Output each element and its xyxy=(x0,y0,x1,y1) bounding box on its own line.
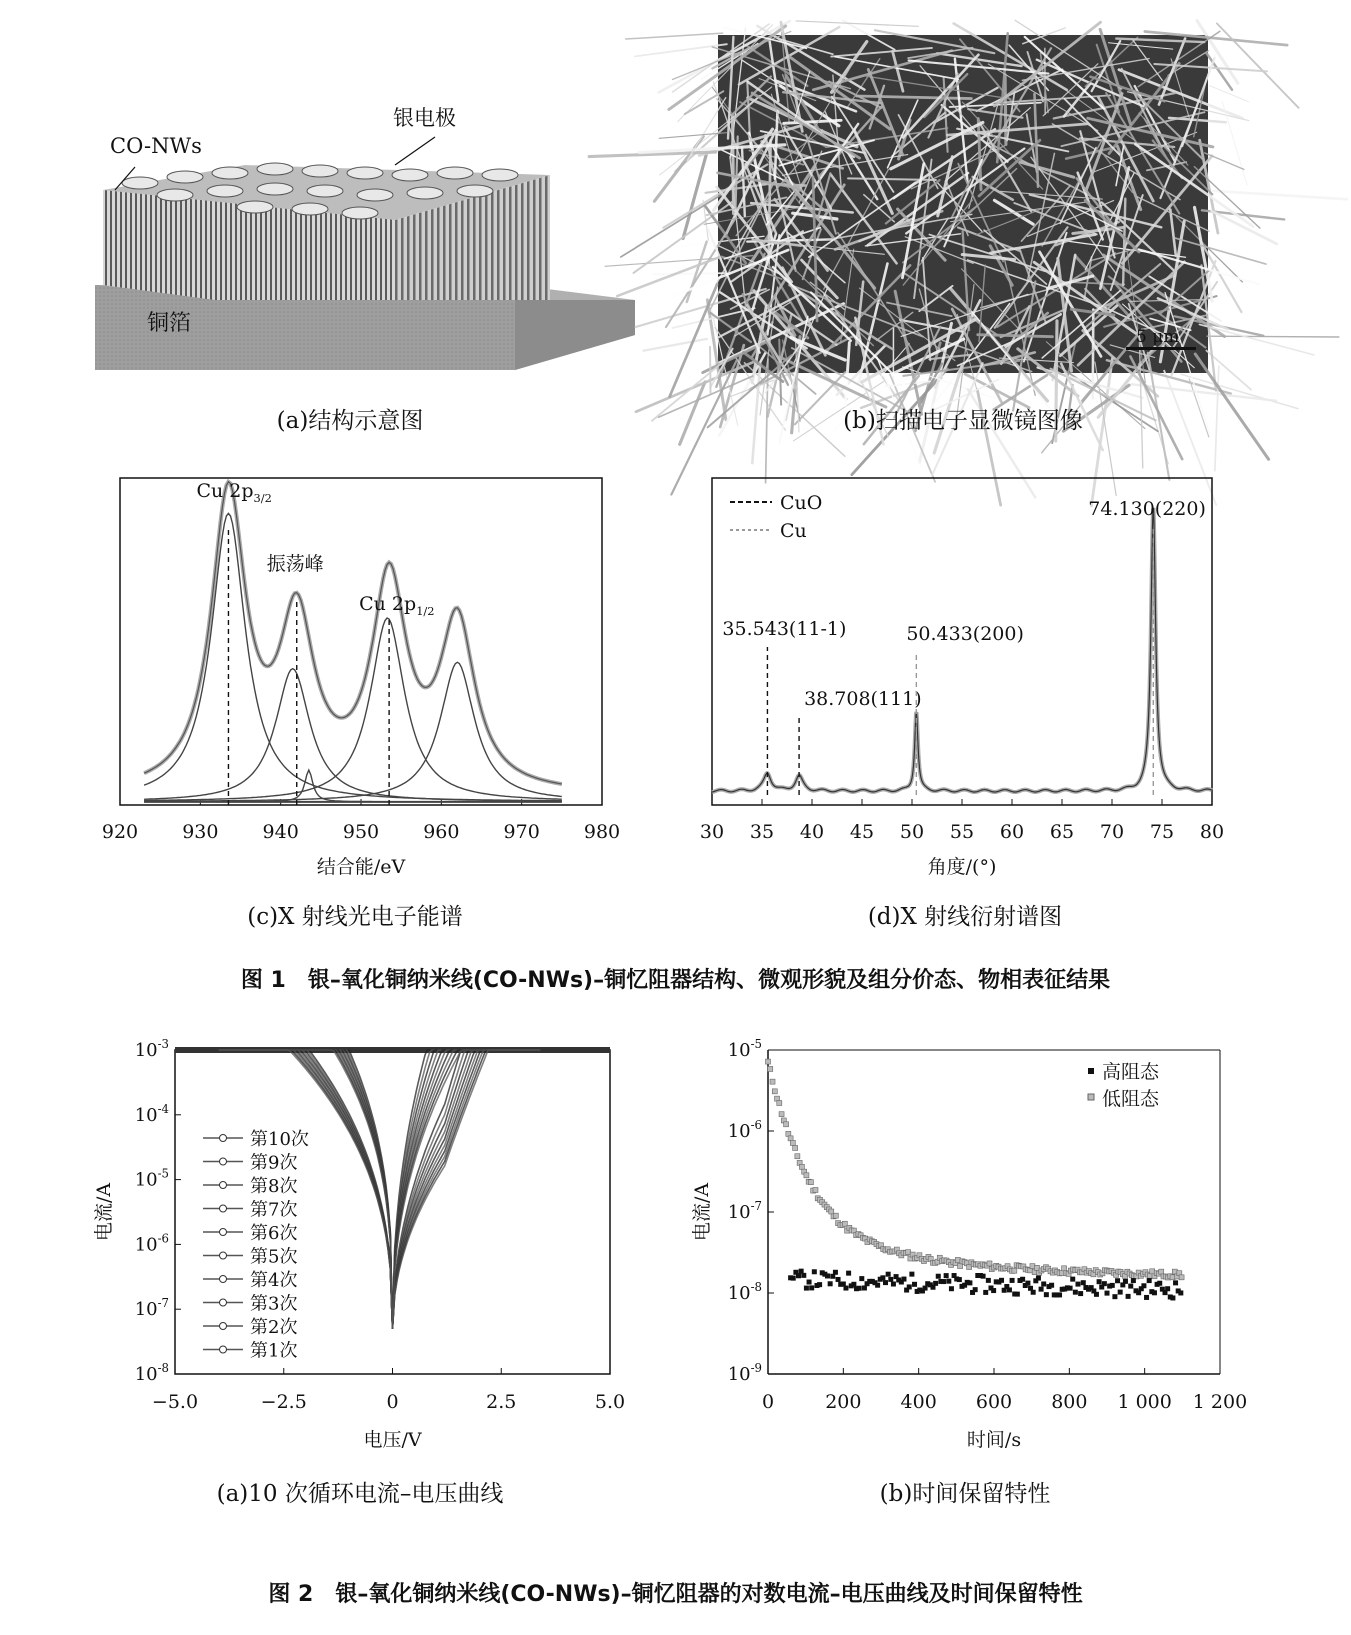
iv-cycle-1-branch-1 xyxy=(219,1050,393,1329)
hrs-point xyxy=(880,1275,885,1280)
hrs-point xyxy=(1123,1279,1128,1284)
nanowire-strand xyxy=(1148,353,1170,480)
hrs-point xyxy=(957,1277,962,1282)
hrs-point xyxy=(946,1279,951,1284)
lrs-point xyxy=(808,1180,813,1185)
envelope-curve-outer xyxy=(144,482,562,784)
legend-label-4: 第7次 xyxy=(250,1199,298,1221)
hrs-point xyxy=(1144,1295,1149,1300)
x-tick-label: 0 xyxy=(386,1391,399,1413)
hrs-point xyxy=(1165,1286,1170,1291)
x-tick-label: 1 000 xyxy=(1117,1391,1172,1413)
hrs-point xyxy=(912,1282,917,1287)
lrs-point xyxy=(779,1112,784,1117)
hrs-point xyxy=(857,1286,862,1291)
nanowire-strand xyxy=(1034,94,1038,187)
hrs-point xyxy=(791,1276,796,1281)
x-axis-label: 结合能/eV xyxy=(316,856,406,878)
label-foil: 铜箔 xyxy=(147,311,192,336)
xrd-curve xyxy=(712,508,1212,792)
legend-marker-2 xyxy=(220,1158,227,1165)
hrs-point xyxy=(1152,1290,1157,1295)
nanowire-strand xyxy=(659,21,790,92)
y-tick-label: $10^{-9}$ xyxy=(727,1361,762,1385)
lrs-point xyxy=(766,1059,771,1064)
hrs-point xyxy=(1147,1278,1152,1283)
legend-label-3: 第8次 xyxy=(250,1176,298,1197)
legend-marker-6 xyxy=(220,1252,227,1259)
y-tick-label: $10^{-7}$ xyxy=(727,1199,762,1223)
hrs-point xyxy=(944,1273,949,1278)
hrs-point xyxy=(891,1282,896,1287)
scale-bar xyxy=(1126,347,1196,350)
lrs-point xyxy=(1159,1269,1164,1274)
fit-peak-2 xyxy=(144,669,562,801)
legend-label-8: 第3次 xyxy=(250,1293,298,1315)
hrs-point xyxy=(941,1279,946,1284)
x-tick-label: 950 xyxy=(342,821,380,843)
nanowire-strand xyxy=(824,169,889,289)
nanowire-strand xyxy=(1199,324,1313,354)
nanowire-strand xyxy=(831,48,932,57)
hrs-point xyxy=(1039,1287,1044,1292)
hrs-point xyxy=(862,1285,867,1290)
x-tick-label: 55 xyxy=(949,821,975,843)
nanowire-strand xyxy=(845,343,849,406)
nanowire-strand xyxy=(1210,86,1249,102)
legend-marker-7 xyxy=(220,1276,227,1283)
nanowire-strand xyxy=(847,150,878,199)
hrs-point xyxy=(812,1269,817,1274)
peak-label-2: 38.708(111) xyxy=(804,688,922,710)
nanowire-strand xyxy=(654,273,726,274)
fig2b-retention-chart xyxy=(680,1030,1248,1451)
iv-cycle-5-branch-2 xyxy=(219,1050,393,1329)
y-tick-label: $10^{-5}$ xyxy=(134,1166,169,1191)
hrs-point xyxy=(1173,1280,1178,1285)
legend-marker-10 xyxy=(220,1346,227,1353)
fit-peak-5 xyxy=(144,662,562,801)
x-axis-label: 电压/V xyxy=(363,1429,422,1451)
nanowire-strand xyxy=(1197,21,1238,83)
annotation-cu2p32: Cu $2p_{3/2}$ xyxy=(196,480,272,505)
copper-foil-side xyxy=(515,300,635,370)
x-tick-label: 200 xyxy=(825,1391,862,1413)
y-tick-label: $10^{-4}$ xyxy=(134,1101,169,1126)
lrs-point xyxy=(784,1122,789,1127)
legend-label-10: 第1次 xyxy=(250,1340,298,1362)
nanowire-strand xyxy=(1116,39,1204,42)
x-tick-label: 980 xyxy=(583,821,621,843)
nanowire-strand xyxy=(1132,39,1162,80)
fig1b-sem-image xyxy=(718,35,1208,373)
x-axis-label: 时间/s xyxy=(966,1429,1022,1451)
figure2-caption: 图 2 银–氧化铜纳米线(CO-NWs)–铜忆阻器的对数电流–电压曲线及时间保留特性 xyxy=(268,1582,1083,1607)
lrs-point xyxy=(833,1213,838,1218)
scale-bar-label: 5 μm xyxy=(1136,327,1180,347)
hrs-point xyxy=(933,1281,938,1286)
fig1a-drawing xyxy=(95,95,635,390)
hrs-point xyxy=(888,1277,893,1282)
x-tick-label: 0 xyxy=(761,1391,775,1413)
nanowire-strand xyxy=(868,69,902,154)
nanowire-strand xyxy=(687,242,707,302)
hrs-point xyxy=(1094,1292,1099,1297)
hrs-point xyxy=(1041,1281,1046,1286)
hrs-point xyxy=(1131,1278,1136,1283)
nanowire-strand xyxy=(978,335,1053,337)
lrs-point xyxy=(790,1140,795,1145)
nanowire-strand xyxy=(683,153,707,238)
nanowire-strand xyxy=(875,30,994,53)
hrs-point xyxy=(1078,1291,1083,1296)
lrs-point xyxy=(1012,1268,1017,1273)
nanowire-strand xyxy=(1213,191,1347,199)
x-tick-label: 960 xyxy=(423,821,460,843)
hrs-point xyxy=(1049,1283,1054,1288)
nanowire-strand xyxy=(887,303,952,316)
iv-cycle-2-branch-3 xyxy=(393,1050,541,1329)
y-tick-label: $10^{-6}$ xyxy=(134,1231,169,1256)
y-axis-label: 电流/A xyxy=(93,1182,115,1242)
hrs-point xyxy=(1044,1292,1049,1297)
hrs-point xyxy=(1105,1291,1110,1296)
iv-cycle-6-branch-2 xyxy=(219,1050,393,1329)
y-axis-label: 电流/A xyxy=(691,1182,713,1242)
y-tick-label: $10^{-3}$ xyxy=(134,1037,169,1061)
lrs-point xyxy=(1062,1266,1067,1271)
fig2a-caption: (a)10 次循环电流–电压曲线 xyxy=(216,1481,504,1507)
hrs-point xyxy=(828,1281,833,1286)
y-tick-label: $10^{-5}$ xyxy=(727,1037,762,1061)
hrs-point xyxy=(1081,1280,1086,1285)
y-tick-label: $10^{-6}$ xyxy=(727,1118,762,1142)
iv-cycle-8-branch-2 xyxy=(219,1050,393,1329)
nanowire-strand xyxy=(920,66,983,141)
legend-cu-label: Cu xyxy=(780,520,807,542)
nanowire-strand xyxy=(643,339,707,351)
x-tick-label: 2.5 xyxy=(486,1391,517,1413)
annotation-cu2p12: Cu $2p_{1/2}$ xyxy=(359,593,435,618)
hrs-point xyxy=(807,1280,812,1285)
hrs-point xyxy=(973,1287,978,1292)
sem-nanowires xyxy=(718,35,1208,373)
legend-marker-3 xyxy=(220,1182,227,1189)
x-tick-label: 50 xyxy=(899,821,925,843)
iv-cycle-2-branch-2 xyxy=(219,1050,393,1329)
hrs-point xyxy=(1036,1276,1041,1281)
xrd-curve-outer xyxy=(712,508,1212,792)
hrs-point xyxy=(1102,1281,1107,1286)
plot-frame xyxy=(120,478,602,805)
fig1a-caption: (a)结构示意图 xyxy=(276,408,424,434)
y-tick-label: $10^{-8}$ xyxy=(727,1280,762,1304)
hrs-point xyxy=(1070,1277,1075,1282)
fig2b-caption: (b)时间保留特性 xyxy=(879,1481,1051,1507)
x-tick-label: 5.0 xyxy=(594,1391,626,1413)
legend-label-9: 第2次 xyxy=(250,1317,298,1338)
nanowire-strand xyxy=(857,96,972,99)
fig1c-xps-chart xyxy=(90,470,650,890)
nanowire-strand xyxy=(1207,336,1339,337)
x-tick-label: 600 xyxy=(975,1391,1013,1413)
hrs-point xyxy=(817,1282,822,1287)
hrs-point xyxy=(836,1277,841,1282)
iv-cycle-7-branch-2 xyxy=(219,1050,393,1329)
x-tick-label: 40 xyxy=(799,821,825,843)
lrs-point xyxy=(813,1187,818,1192)
nanowire-strand xyxy=(877,312,913,340)
hrs-point xyxy=(936,1274,941,1279)
nanowire-strand xyxy=(1005,75,1006,145)
nanowire-strand xyxy=(733,115,734,214)
hrs-point xyxy=(1115,1278,1120,1283)
hrs-point xyxy=(796,1273,801,1278)
hrs-point xyxy=(1097,1279,1102,1284)
hrs-point xyxy=(983,1290,988,1295)
nanowire-strand xyxy=(1042,290,1120,357)
nanowire-strand xyxy=(962,254,1014,259)
hrs-point xyxy=(1007,1287,1012,1292)
x-tick-label: 800 xyxy=(1051,1391,1088,1413)
x-tick-label: 45 xyxy=(849,821,875,843)
lrs-point xyxy=(770,1079,775,1084)
nanowire-strand xyxy=(1170,210,1176,256)
x-tick-label: 70 xyxy=(1099,821,1125,843)
legend-marker-1 xyxy=(220,1135,227,1142)
hrs-point xyxy=(859,1276,864,1281)
hrs-point xyxy=(1068,1286,1073,1291)
x-tick-label: 75 xyxy=(1149,821,1175,843)
nanowire-strand xyxy=(1123,199,1125,285)
hrs-point xyxy=(999,1278,1004,1283)
nanowire-strand xyxy=(1093,309,1094,398)
label-electrode: 银电极 xyxy=(393,106,456,130)
x-tick-label: 400 xyxy=(900,1391,937,1413)
hrs-point xyxy=(991,1288,996,1293)
iv-cycle-4-branch-1 xyxy=(219,1050,393,1329)
hrs-point xyxy=(801,1273,806,1278)
hrs-point xyxy=(1015,1292,1020,1297)
legend-marker-5 xyxy=(220,1229,227,1236)
iv-cycle-4-branch-2 xyxy=(219,1050,393,1329)
iv-cycle-7-branch-1 xyxy=(219,1050,393,1329)
legend-marker-9 xyxy=(220,1323,227,1330)
nanowire-strand xyxy=(979,140,1040,196)
hrs-point xyxy=(851,1282,856,1287)
hrs-point xyxy=(825,1273,830,1278)
hrs-point xyxy=(1128,1284,1133,1289)
lrs-point xyxy=(804,1173,809,1178)
hrs-point xyxy=(923,1286,928,1291)
figure1-caption: 图 1 银–氧化铜纳米线(CO-NWs)–铜忆阻器结构、微观形貌及组分价态、物相表征结果 xyxy=(240,968,1111,993)
peak-label-3: 50.433(200) xyxy=(906,623,1024,645)
legend-label-5: 第6次 xyxy=(250,1223,298,1244)
lrs-point xyxy=(795,1154,800,1159)
hrs-point xyxy=(1178,1290,1183,1295)
hrs-point xyxy=(1025,1281,1030,1286)
fit-peak-1 xyxy=(144,513,562,800)
iv-cycle-8-branch-1 xyxy=(219,1050,393,1329)
legend-marker-4 xyxy=(220,1205,227,1212)
nanowire-strand xyxy=(1020,162,1073,177)
hrs-point xyxy=(1141,1283,1146,1288)
hrs-point xyxy=(1020,1277,1025,1282)
hrs-point xyxy=(875,1283,880,1288)
hrs-point xyxy=(804,1286,809,1291)
nanowire-strand xyxy=(1217,23,1299,107)
fig1c-caption: (c)X 射线光电子能谱 xyxy=(247,904,463,930)
iv-cycle-3-branch-2 xyxy=(219,1050,393,1329)
hrs-point xyxy=(1075,1282,1080,1287)
x-tick-label: 30 xyxy=(699,821,725,843)
x-axis-label: 角度/(°) xyxy=(927,856,997,878)
nanowire-strand xyxy=(635,44,727,56)
nanowire-strand xyxy=(742,147,745,215)
peak-label-1: 35.543(11-1) xyxy=(722,618,847,640)
nanowire-strand xyxy=(796,21,918,26)
lrs-point xyxy=(777,1101,782,1106)
iv-cycle-2-branch-1 xyxy=(219,1050,393,1329)
hrs-point xyxy=(1126,1294,1131,1299)
hrs-point xyxy=(1112,1294,1117,1299)
hrs-point xyxy=(886,1272,891,1277)
fig1b-caption: (b)扫描电子显微镜图像 xyxy=(843,408,1083,434)
hrs-point xyxy=(909,1272,914,1277)
lrs-point xyxy=(793,1145,798,1150)
legend-marker-8 xyxy=(220,1299,227,1306)
iv-cycle-10-branch-2 xyxy=(219,1050,393,1329)
x-tick-label: 60 xyxy=(999,821,1025,843)
x-tick-label: 940 xyxy=(262,821,299,843)
nanowire-strand xyxy=(899,115,938,188)
hrs-point xyxy=(986,1278,991,1283)
hrs-point xyxy=(1073,1290,1078,1295)
legend-lrs-label: 低阻态 xyxy=(1102,1088,1160,1110)
nanowire-strand xyxy=(673,24,770,92)
hrs-point xyxy=(901,1277,906,1282)
hrs-point xyxy=(949,1286,954,1291)
nanowire-strand xyxy=(781,40,832,55)
nanowire-strand xyxy=(893,51,903,91)
hrs-point xyxy=(1031,1290,1036,1295)
label-nanowires: CO-NWs xyxy=(110,134,202,158)
fig2a-iv-chart xyxy=(80,1030,640,1450)
hrs-point xyxy=(907,1284,912,1289)
iv-cycle-6-branch-1 xyxy=(219,1050,393,1329)
iv-cycle-9-branch-2 xyxy=(219,1050,393,1329)
iv-cycle-9-branch-1 xyxy=(219,1050,393,1329)
legend-cuo-label: CuO xyxy=(780,492,823,514)
x-tick-label: 920 xyxy=(101,821,139,843)
hrs-point xyxy=(846,1271,851,1276)
y-tick-label: $10^{-8}$ xyxy=(134,1361,169,1385)
iv-cycle-3-branch-1 xyxy=(219,1050,393,1329)
hrs-point xyxy=(1157,1281,1162,1286)
hrs-point xyxy=(1057,1292,1062,1297)
hrs-point xyxy=(967,1280,972,1285)
hrs-point xyxy=(833,1270,838,1275)
x-tick-label: −5.0 xyxy=(151,1391,199,1413)
nanowire-strand xyxy=(960,39,1020,111)
legend-hrs-marker xyxy=(1088,1068,1094,1074)
fig1d-xrd-chart xyxy=(690,470,1250,890)
y-tick-label: $10^{-7}$ xyxy=(134,1296,169,1321)
nanowire-strand xyxy=(621,191,728,257)
hrs-point xyxy=(843,1286,848,1291)
iv-cycle-10-branch-1 xyxy=(219,1050,393,1329)
x-tick-label: 80 xyxy=(1199,821,1225,843)
hrs-point xyxy=(1170,1295,1175,1300)
nanowire-strand xyxy=(1130,356,1182,459)
legend-label-1: 第10次 xyxy=(250,1129,309,1150)
lrs-point xyxy=(788,1136,793,1141)
nanowire-strand xyxy=(806,135,836,234)
hrs-point xyxy=(1118,1290,1123,1295)
lrs-point xyxy=(799,1164,804,1169)
peak-label-4: 74.130(220) xyxy=(1088,498,1206,520)
x-tick-label: −2.5 xyxy=(260,1391,307,1413)
hrs-point xyxy=(809,1285,814,1290)
fig1d-caption: (d)X 射线衍射谱图 xyxy=(867,904,1063,930)
lrs-point xyxy=(768,1066,773,1071)
x-tick-label: 35 xyxy=(749,821,775,843)
legend-label-6: 第5次 xyxy=(250,1246,298,1268)
hrs-point xyxy=(981,1274,986,1279)
legend-lrs-marker xyxy=(1088,1094,1094,1100)
hrs-point xyxy=(1010,1278,1015,1283)
lrs-point xyxy=(772,1089,777,1094)
legend-label-2: 第9次 xyxy=(250,1152,298,1174)
lrs-point xyxy=(1179,1275,1184,1280)
nanowire-strand xyxy=(770,42,779,101)
x-tick-label: 1 200 xyxy=(1192,1391,1248,1413)
nanowire-strand xyxy=(626,33,723,39)
x-tick-label: 970 xyxy=(503,821,540,843)
legend-hrs-label: 高阻态 xyxy=(1102,1061,1160,1083)
nanowire-strand xyxy=(1176,217,1242,282)
legend-label-7: 第4次 xyxy=(250,1270,298,1291)
fig1a-schematic xyxy=(95,95,635,390)
hrs-point xyxy=(883,1280,888,1285)
iv-cycle-5-branch-1 xyxy=(219,1050,393,1329)
annotation-satellite: 振荡峰 xyxy=(266,553,324,575)
iv-cycle-1-branch-2 xyxy=(219,1050,393,1329)
nanowire-strand xyxy=(1182,58,1214,146)
x-tick-label: 930 xyxy=(182,821,219,843)
x-tick-label: 65 xyxy=(1049,821,1075,843)
hrs-point xyxy=(1110,1283,1115,1288)
nanowire-strand xyxy=(1195,354,1268,459)
